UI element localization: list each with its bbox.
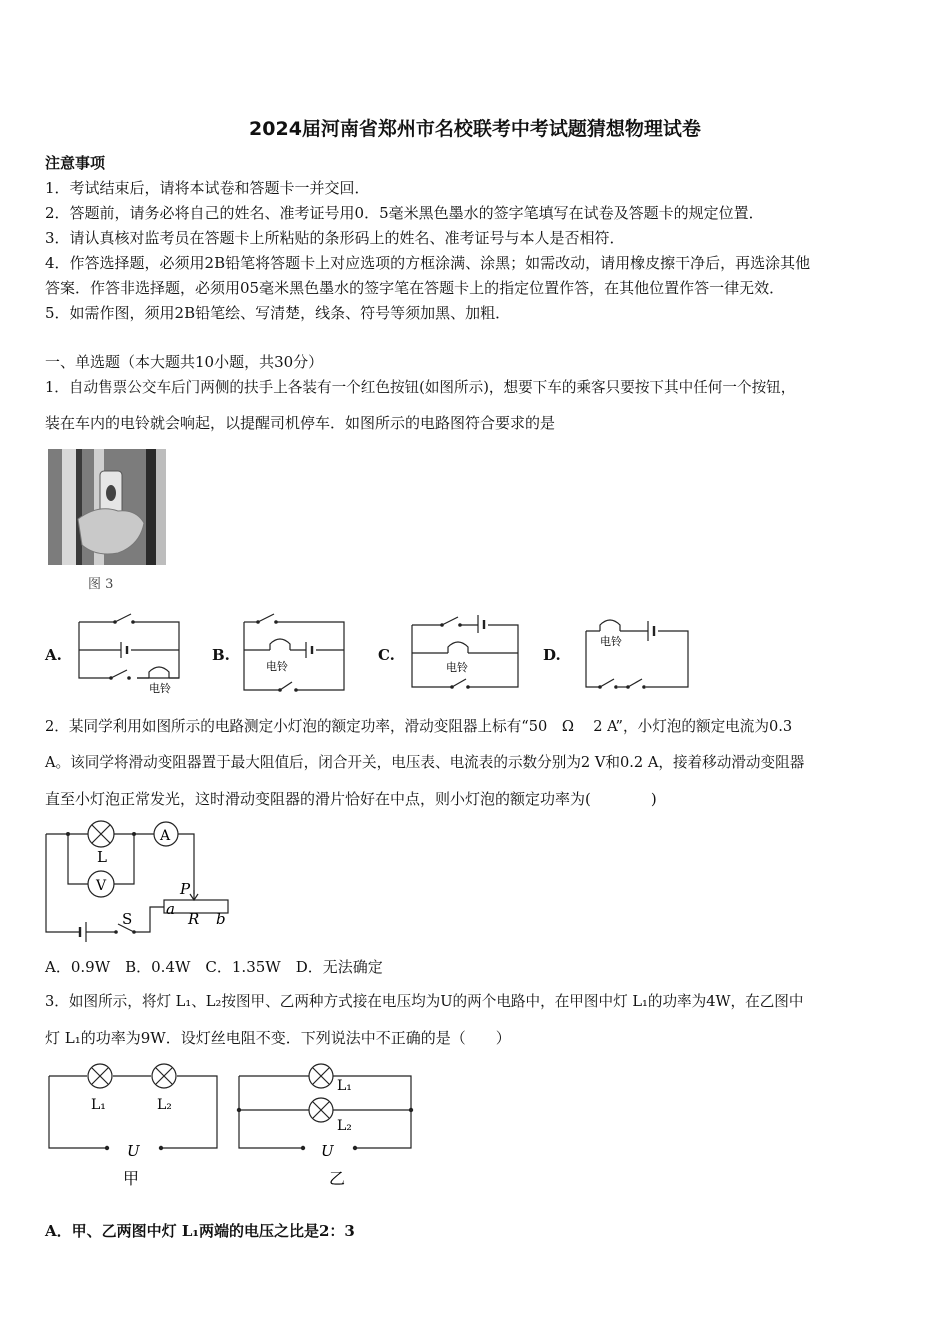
l2-label: L₂ [157,1097,172,1113]
circuit-yi [235,1058,420,1188]
q2-text: 2．某同学利用如图所示的电路测定小灯泡的额定功率，滑动变阻器上标有“50 Ω 2 A”，小灯泡的额定电流为0.3 [45,718,793,735]
section-heading: 一、单选题（本大题共10小题，共30分） [45,353,324,371]
terminal-a-label: a [166,900,175,918]
option-d-label: D. [543,646,561,664]
circuit-jia [45,1062,225,1187]
voltage-label: U [321,1142,334,1160]
q3-text: 3．如图所示，将灯 L₁、L₂按图甲、乙两种方式接在电压均为U的两个电路中，在甲图中灯 L₁的功率为4W，在乙图中 [45,993,804,1010]
option-b-label: B. [212,646,230,664]
slider-label: P [180,880,191,898]
bell-label: 电铃 [266,660,288,673]
circuit-q2 [42,820,242,945]
voltmeter-label: V [96,878,107,894]
q2-text: 直至小灯泡正常发光，这时滑动变阻器的滑片恰好在中点，则小灯泡的额定功率为( ) [45,790,657,808]
ammeter-label: A [160,828,171,844]
terminal-b-label: b [216,910,226,928]
q3-option-a: A．甲、乙两图中灯 L₁两端的电压之比是2：3 [45,1222,355,1240]
l1-label: L₁ [337,1078,352,1094]
l1-label: L₁ [91,1097,106,1113]
notice-item: 5．如需作图，须用2B铅笔绘、写清楚，线条、符号等须加黑、加粗． [45,304,511,322]
q1-text: 装在车内的电铃就会响起，以提醒司机停车．如图所示的电路图符合要求的是 [45,414,556,432]
notice-item: 2．答题前，请务必将自己的姓名、准考证号用0．5毫米黑色墨水的签字笔填写在试卷及答题卡的规定位置． [45,204,764,222]
notice-item: 3．请认真核对监考员在答题卡上所粘贴的条形码上的姓名、准考证号与本人是否相符． [45,229,625,247]
notice-item: 4．作答选择题，必须用2B铅笔将答题卡上对应选项的方框涂满、涂黑；如需改动，请用橡皮擦干净后，再选涂其他 [45,254,811,272]
switch-label: S [122,910,133,928]
notice-item: 答案．作答非选择题，必须用05毫米黑色墨水的签字笔在答题卡上的指定位置作答，在其他位置作答一律无效． [45,279,785,297]
circuit-d [582,603,692,691]
yi-label: 乙 [329,1169,346,1188]
lamp-label: L [97,848,107,866]
voltage-label: U [127,1142,140,1160]
bell-label: 电铃 [446,661,468,674]
rheostat-label: R [188,910,200,928]
option-a-label: A. [45,646,62,664]
bell-label: 电铃 [149,682,171,695]
figure-caption: 图 3 [88,577,114,592]
bell-label: 电铃 [600,635,622,648]
q2-options: A．0.9W B．0.4W C．1.35W D．无法确定 [45,958,383,976]
option-c-label: C. [378,646,395,664]
circuit-c [408,605,523,690]
notice-item: 1．考试结束后，请将本试卷和答题卡一并交回． [45,179,370,197]
q2-text: A。该同学将滑动变阻器置于最大阻值后，闭合开关，电压表、电流表的示数分别为2 V和0.2 A，接着移动滑动变阻器 [45,754,805,771]
bus-button-photo [48,449,166,565]
jia-label: 甲 [123,1169,140,1188]
q3-text: 灯 L₁的功率为9W．设灯丝电阻不变．下列说法中不正确的是（ ） [45,1029,511,1047]
l2-label: L₂ [337,1118,352,1134]
page-title: 2024届河南省郑州市名校联考中考试题猜想物理试卷 [249,118,701,140]
notice-heading: 注意事项 [45,154,106,172]
circuit-a [75,608,185,693]
q1-text: 1．自动售票公交车后门两侧的扶手上各装有一个红色按钮(如图所示)，想要下车的乘客只要按下其中任何一个按钮， [45,379,796,396]
circuit-b [240,608,350,693]
